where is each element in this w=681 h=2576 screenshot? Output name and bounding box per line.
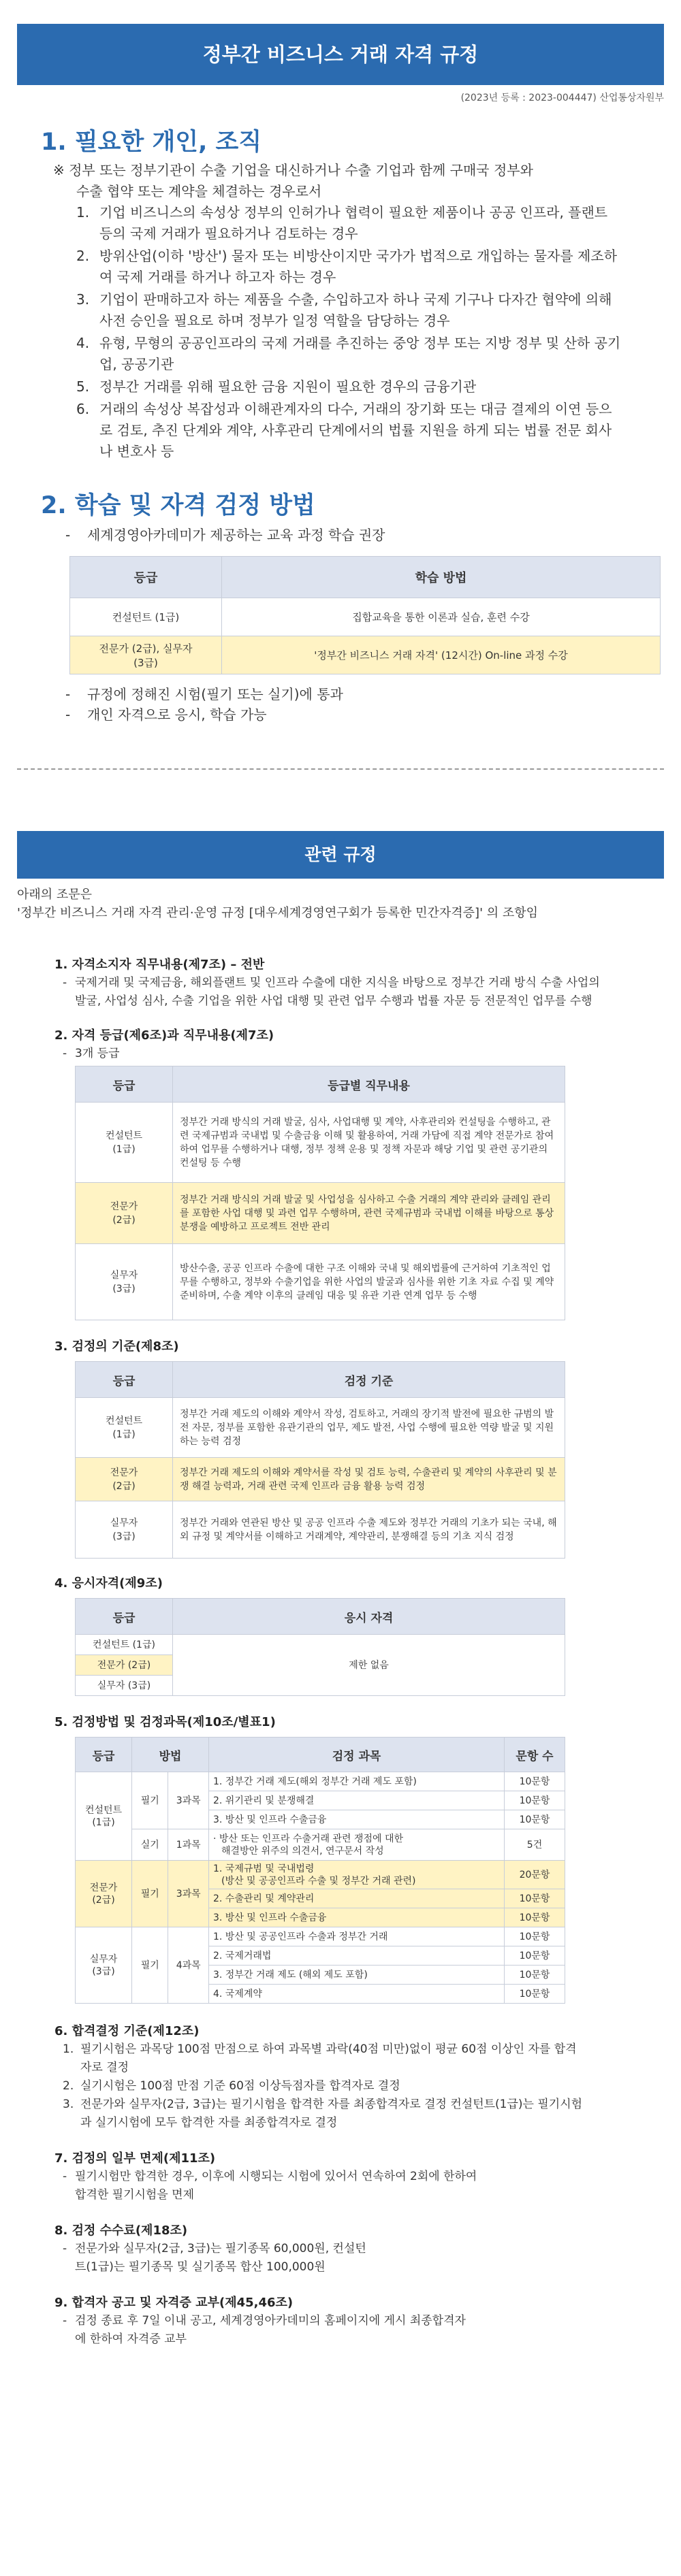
subject-count: 3과목	[168, 1772, 209, 1829]
table-cell: 컨설턴트 (1급)	[70, 598, 222, 636]
subject-cell: 2. 국제거래법	[209, 1946, 505, 1966]
grade-table	[75, 1066, 565, 1320]
note-line: 수출 협약 또는 계약을 체결하는 경우로서	[76, 183, 322, 199]
item-number: 5.	[76, 378, 90, 395]
question-count: 10문항	[505, 1810, 565, 1829]
subject-cell: 4. 국제계약	[209, 1985, 505, 2004]
item-text: 방위산업(이하 '방산') 물자 또는 비방산이지만 국가가 법적으로 개입하는 물자를 제조하여 국제 거래를 하거나 하고자 하는 경우	[99, 248, 618, 285]
section-note	[53, 160, 640, 202]
table-cell: '정부간 비즈니스 거래 자격' (12시간) On-line 과정 수강	[222, 636, 661, 674]
subject-count: 4과목	[168, 1927, 209, 2004]
table-cell: 정부간 거래 제도의 이해와 계약서 작성, 검토하고, 거래의 장기적 발전에 필요한 규범의 발전 자문, 정부를 포함한 유관기관의 업무, 제도 발전, 사업 수행에 필요한 역량 발굴 및 지원하는 능력 검정	[173, 1398, 565, 1458]
table-row	[76, 1398, 565, 1458]
item-text: 실기시험은 100점 만점 기준 60점 이상득점자를 합격자로 결정	[80, 2079, 400, 2093]
list-item: - 규정에 정해진 시험(필기 또는 실기)에 통과	[56, 684, 681, 704]
subject-line: · 방산 또는 인프라 수출거래 관련 쟁점에 대한	[213, 1833, 404, 1844]
subject-count: 3과목	[168, 1861, 209, 1927]
grade-cell	[76, 1103, 173, 1183]
grade-level: (2급)	[112, 1480, 136, 1492]
table-cell: 방산수출, 공공 인프라 수출에 대한 구조 이해와 국내 및 해외법률에 근거하여 기초적인 업무를 수행하고, 정부와 수출기업을 위한 사업의 발굴과 심사를 위한 기초 자료 수집 및 계약 준비하며, 수출 계약 이후의 클레임 대응 및 유관 기관 연계 업무 등 수행	[173, 1244, 565, 1320]
subject-cell	[209, 1861, 505, 1889]
exam-subject-table	[75, 1737, 565, 2004]
item-number: 3.	[76, 291, 90, 308]
subject-count: 1과목	[168, 1829, 209, 1861]
table-row	[70, 636, 661, 674]
question-count: 10문항	[505, 1927, 565, 1946]
table-header: 검정 기준	[173, 1362, 565, 1398]
subject-line: 해결방안 위주의 의견서, 연구문서 작성	[221, 1845, 384, 1857]
question-count: 10문항	[505, 1946, 565, 1966]
grade-level: (2급)	[92, 1894, 115, 1906]
item-number: 1.	[63, 2042, 74, 2056]
table-header: 등급별 직무내용	[173, 1066, 565, 1103]
grade-name: 실무자	[89, 1953, 118, 1965]
subject-cell: 3. 방산 및 인프라 수출금융	[209, 1810, 505, 1829]
subject-cell: 3. 방산 및 인프라 수출금융	[209, 1908, 505, 1927]
item-text: 유형, 무형의 공공인프라의 국제 거래를 추진하는 중앙 정부 또는 지방 정부 및 산하 공기업, 공공기관	[99, 335, 621, 372]
article-title: 7. 검정의 일부 면제(제11조)	[54, 2151, 216, 2166]
question-count: 10문항	[505, 1889, 565, 1908]
table-header: 검정 과목	[209, 1738, 505, 1772]
method-cell: 필기	[132, 1927, 168, 2004]
grade-cell	[76, 1772, 132, 1861]
table-row	[76, 1501, 565, 1559]
subject-cell: 3. 정부간 거래 제도 (해외 제도 포함)	[209, 1966, 505, 1985]
grade-cell: 실무자 (3급)	[76, 1676, 173, 1696]
item-number: 2.	[76, 248, 90, 264]
pass-criteria-list	[54, 2040, 586, 2132]
table-header: 방법	[132, 1738, 209, 1772]
article-title: 4. 응시자격(제9조)	[54, 1576, 163, 1591]
item-number: 3.	[63, 2098, 74, 2111]
list-item	[76, 333, 621, 375]
table-header: 등급	[76, 1738, 132, 1772]
table-cell: 정부간 거래와 연관된 방산 및 공공 인프라 수출 제도와 정부간 거래의 기초가 되는 국내, 해외 규정 및 계약서를 이해하고 거래계약, 계약관리, 분쟁해결 등의 기초 지식 검정	[173, 1501, 565, 1559]
grade-name: 전문가	[110, 1201, 138, 1212]
item-text: 필기시험은 과목당 100점 만점으로 하여 과목별 과락(40점 미만)없이 평균 60점 이상인 자를 합격자로 결정	[80, 2042, 577, 2074]
grade-cell	[76, 1501, 173, 1559]
question-count: 10문항	[505, 1908, 565, 1927]
method-cell: 필기	[132, 1772, 168, 1829]
question-count: 10문항	[505, 1791, 565, 1810]
article-title: 1. 자격소지자 직무내용(제7조) – 전반	[54, 958, 265, 972]
article-5	[54, 1714, 681, 2004]
list-item: - 검정 종료 후 7일 이내 공고, 세계경영아카데미의 홈페이지에 게시 최종합격자에 한하여 자격증 교부	[54, 2312, 477, 2349]
subject-cell: 2. 수출관리 및 계약관리	[209, 1889, 505, 1908]
note-line: ※ 정부 또는 정부기관이 수출 기업을 대신하거나 수출 기업과 함께 구매국 정부와	[53, 162, 533, 178]
list-item: - 필기시험만 합격한 경우, 이후에 시행되는 시험에 있어서 연속하여 2회에 한하여 합격한 필기시험을 면제	[54, 2168, 490, 2204]
subject-cell: 2. 위기관리 및 분쟁해결	[209, 1791, 505, 1810]
article-title: 9. 합격자 공고 및 자격증 교부(제45,46조)	[54, 2296, 294, 2310]
table-row	[76, 1927, 565, 1946]
registration-number: (2023년 등록 : 2023-004447) 산업통상자원부	[460, 93, 664, 103]
item-number: 4.	[76, 335, 90, 351]
table-row	[76, 1635, 565, 1655]
grade-name: 컨설턴트	[105, 1415, 143, 1426]
subject-cell	[209, 1829, 505, 1861]
section-title: 2. 학습 및 자격 검정 방법	[41, 492, 315, 519]
subject-line: (방산 및 공공인프라 수출 및 정부간 거래 관련)	[221, 1875, 416, 1887]
question-count: 10문항	[505, 1966, 565, 1985]
article-title: 6. 합격결정 기준(제12조)	[54, 2024, 200, 2038]
list-item: - 개인 자격으로 응시, 학습 가능	[56, 704, 681, 725]
grade-cell	[76, 1398, 173, 1458]
list-item: - 국제거래 및 국제금융, 해외플랜트 및 인프라 수출에 대한 지식을 바탕으로 정부간 거래 방식 수출 사업의 발굴, 사업성 심사, 수출 기업을 위한 사업 대행 및 관련 업무 수행과 법률 자문 등 전문적인 업무를 수행	[54, 974, 613, 1011]
grade-cell: 컨설턴트 (1급)	[76, 1635, 173, 1655]
grade-level: (3급)	[112, 1283, 136, 1294]
table-header: 응시 자격	[173, 1599, 565, 1635]
list-item	[54, 2040, 586, 2077]
item-text: 거래의 속성상 복잡성과 이해관계자의 다수, 거래의 장기화 또는 대금 결제의 이연 등으로 검토, 추진 단계와 계약, 사후관리 단계에서의 법률 지원을 하게 되는 법률 전문 회사나 변호사 등	[99, 401, 612, 459]
subject-cell: 1. 정부간 거래 제도(해외 정부간 거래 제도 포함)	[209, 1772, 505, 1791]
subject-line: 1. 국제규범 및 국내법령	[213, 1863, 315, 1874]
table-header: 문항 수	[505, 1738, 565, 1772]
grade-level: (3급)	[92, 1966, 115, 1977]
list-item	[76, 246, 621, 288]
eligibility-table	[75, 1598, 565, 1696]
table-header: 등급	[70, 557, 222, 598]
item-number: 1.	[76, 204, 90, 221]
table-header: 등급	[76, 1066, 173, 1103]
criteria-table	[75, 1361, 565, 1559]
list-item	[76, 376, 621, 397]
grade-cell: 전문가 (2급)	[76, 1655, 173, 1676]
table-row	[76, 1772, 565, 1791]
grade-name: 컨설턴트	[105, 1130, 143, 1141]
item-text: 기업이 판매하고자 하는 제품을 수출, 수입하고자 하나 국제 기구나 다자간 협약에 의해 사전 승인을 필요로 하며 정부가 일정 역할을 담당하는 경우	[99, 291, 612, 329]
grade-level: (1급)	[92, 1816, 115, 1828]
grade-cell	[76, 1861, 132, 1927]
item-text: 전문가와 실무자(2급, 3급)는 필기시험을 합격한 자를 최종합격자로 결정 컨설턴트(1급)는 필기시험과 실기시험에 모두 합격한 자를 최종합격자로 결정	[80, 2098, 583, 2130]
table-cell: 전문가 (2급), 실무자 (3급)	[70, 636, 222, 674]
grade-cell	[76, 1244, 173, 1320]
grade-level: (3급)	[112, 1531, 136, 1542]
list-item	[54, 2096, 586, 2132]
item-number: 6.	[76, 401, 90, 417]
article-8	[54, 2222, 368, 2277]
related-intro	[17, 885, 681, 922]
grade-cell	[76, 1927, 132, 2004]
method-cell: 실기	[132, 1829, 168, 1861]
item-text: 정부간 거래를 위해 필요한 금융 지원이 필요한 경우의 금융기관	[99, 378, 477, 395]
table-cell: 정부간 거래 방식의 거래 발굴, 심사, 사업대행 및 계약, 사후관리와 컨설팅을 수행하고, 관련 국제규범과 국내법 및 수출금융 이해 및 활용하여, 거래 가담에 직접 계약 전문가로 참여하여 업무를 수행하거나 대행, 정부 정책 운용 및 정책 자문과 해당 기업 및 관련 공기관의 컨설팅 등 수행	[173, 1103, 565, 1183]
grade-cell	[76, 1458, 173, 1501]
page-title: 정부간 비즈니스 거래 자격 규정	[202, 43, 479, 66]
page-title-banner	[17, 24, 664, 85]
article-7	[54, 2150, 490, 2204]
table-row	[76, 1183, 565, 1244]
intro-line: 아래의 조문은	[17, 887, 93, 902]
article-title: 8. 검정 수수료(제18조)	[54, 2223, 188, 2238]
question-count: 10문항	[505, 1772, 565, 1791]
method-cell: 필기	[132, 1861, 168, 1927]
article-6	[54, 2023, 613, 2132]
table-cell: 제한 없음	[173, 1635, 565, 1696]
table-cell: 정부간 거래 방식의 거래 발굴 및 사업성을 심사하고 수출 거래의 계약 관리와 클레임 관리를 포함한 사업 대행 및 과련 업무 수행하며, 관련 국제규범과 국내법 이해를 바탕으로 통상 분쟁을 예방하고 프로젝트 전반 관리	[173, 1183, 565, 1244]
grade-level: (1급)	[112, 1143, 136, 1155]
table-header: 등급	[76, 1599, 173, 1635]
list-item	[76, 202, 621, 244]
question-count: 10문항	[505, 1985, 565, 2004]
table-row	[76, 1458, 565, 1501]
learning-lead	[56, 525, 654, 545]
grade-name: 실무자	[110, 1269, 138, 1281]
article-3	[54, 1338, 681, 1559]
list-item	[76, 399, 621, 462]
grade-cell	[76, 1183, 173, 1244]
article-2	[54, 1027, 681, 1320]
grade-level: (1급)	[112, 1429, 136, 1440]
list-item	[76, 289, 621, 331]
article-title: 2. 자격 등급(제6조)과 직무내용(제7조)	[54, 1028, 274, 1043]
list-item: - 전문가와 실무자(2급, 3급)는 필기종목 60,000원, 컨설턴트(1급)는 필기종목 및 실기종목 합산 100,000원	[54, 2240, 368, 2277]
list-item: - 3개 등급	[54, 1045, 681, 1063]
article-title: 5. 검정방법 및 검정과목(제10조/별표1)	[54, 1715, 276, 1729]
grade-name: 실무자	[110, 1517, 138, 1529]
list-item: - 세계경영아카데미가 제공하는 교육 과정 학습 권장	[56, 525, 654, 545]
learning-table	[69, 556, 661, 674]
table-row	[76, 1244, 565, 1320]
table-cell: 정부간 거래 제도의 이해와 계약서를 작성 및 검토 능력, 수출관리 및 계약의 사후관리 및 분쟁 해결 능력과, 거래 관련 국제 인프라 금융 활용 능력 검정	[173, 1458, 565, 1501]
table-row	[70, 598, 661, 636]
intro-line: '정부간 비즈니스 거래 자격 관리·운영 규정 [대우세계경영연구회가 등록한 민간자격증]' 의 조항임	[17, 906, 539, 920]
table-row	[76, 1103, 565, 1183]
section-title: 1. 필요한 개인, 조직	[41, 129, 262, 156]
item-text: 기업 비즈니스의 속성상 정부의 인허가나 협력이 필요한 제품이나 공공 인프라, 플랜트 등의 국제 거래가 필요하거나 검토하는 경우	[99, 204, 608, 242]
table-header: 등급	[76, 1362, 173, 1398]
item-number: 2.	[63, 2079, 74, 2093]
table-cell: 집합교육을 통한 이론과 실습, 훈련 수강	[222, 598, 661, 636]
article-4	[54, 1575, 681, 1696]
grade-name: 컨설턴트	[84, 1804, 123, 1816]
question-count: 20문항	[505, 1861, 565, 1889]
grade-level: (2급)	[112, 1214, 136, 1226]
table-row	[76, 1861, 565, 1889]
article-9	[54, 2294, 477, 2349]
learning-after	[56, 684, 681, 725]
related-title: 관련 규정	[304, 845, 377, 864]
subject-cell: 1. 방산 및 공공인프라 수출과 정부간 거래	[209, 1927, 505, 1946]
table-row	[76, 1829, 565, 1861]
grade-name: 전문가	[89, 1882, 118, 1893]
grade-name: 전문가	[110, 1467, 138, 1478]
divider	[17, 768, 664, 770]
section-learning	[41, 487, 654, 545]
article-title: 3. 검정의 기준(제8조)	[54, 1339, 179, 1354]
question-count: 5건	[505, 1829, 565, 1861]
related-banner	[17, 831, 664, 879]
table-header: 학습 방법	[222, 557, 661, 598]
article-1	[54, 956, 640, 1011]
required-list	[76, 202, 621, 462]
list-item	[54, 2077, 586, 2096]
section-required-persons	[41, 123, 640, 462]
